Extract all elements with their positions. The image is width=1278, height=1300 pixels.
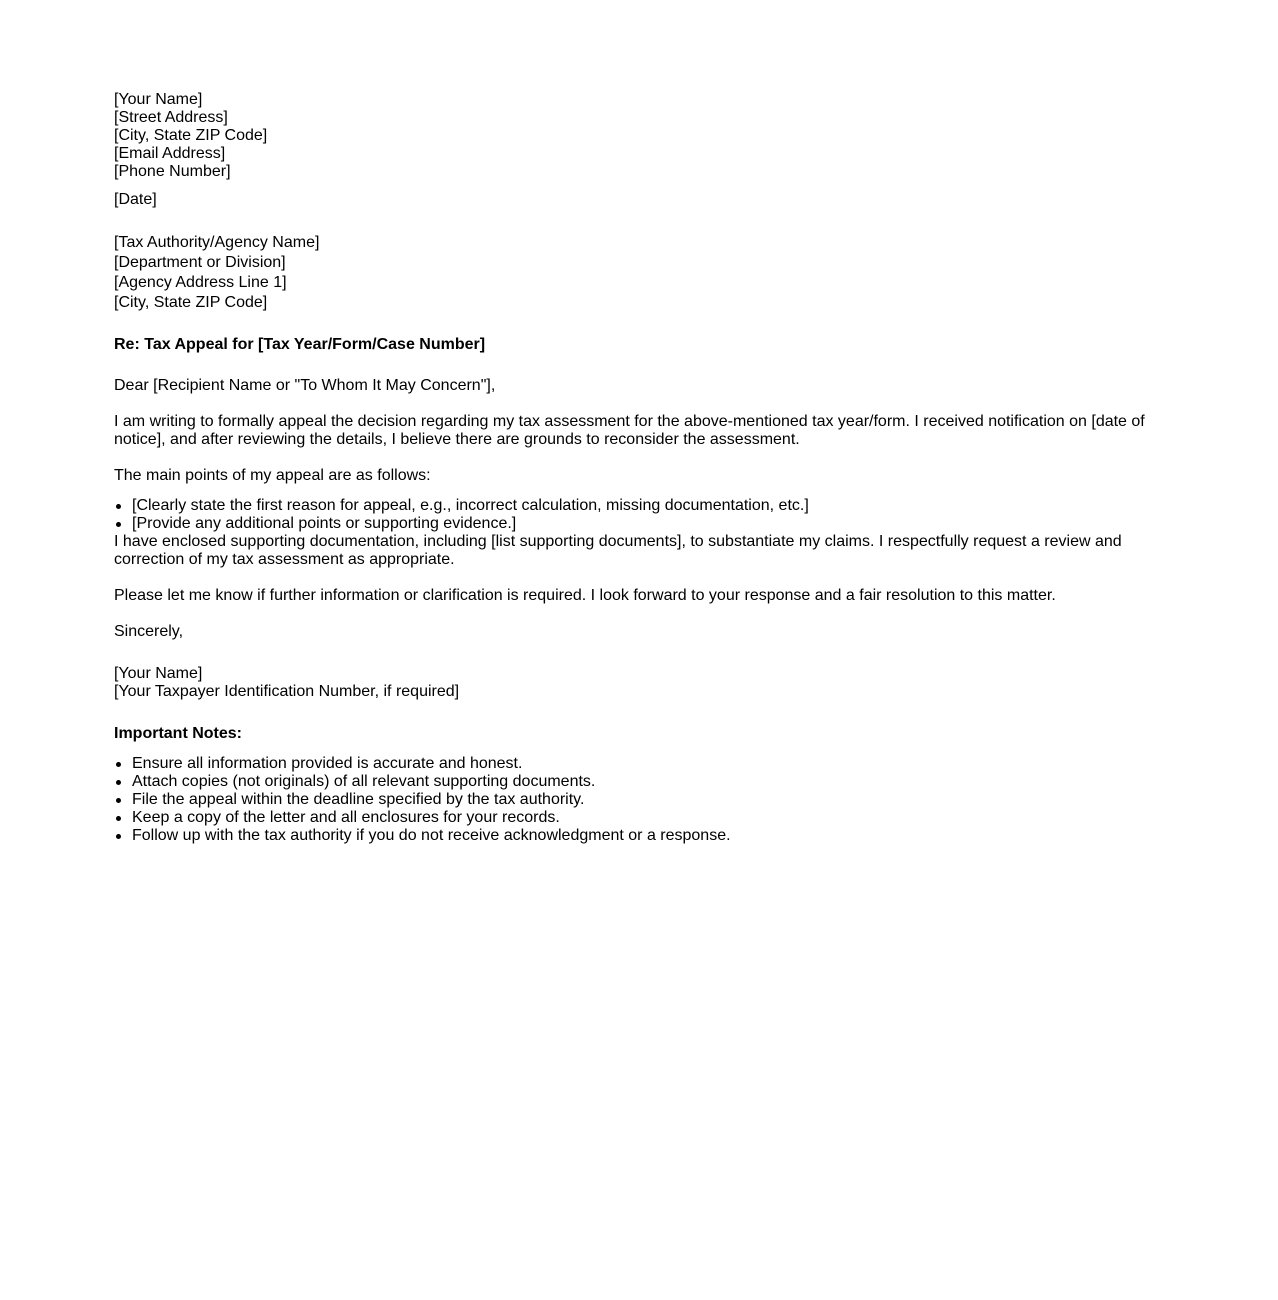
intro-paragraph: I am writing to formally appeal the decision regarding my tax assessment for the above-mentioned tax year/form. I received notification on [date of notice], and after reviewing the details, I believe there are grounds to reconsider the assessment. bbox=[114, 413, 1145, 448]
signature-name: [Your Name] bbox=[114, 665, 203, 682]
signature-tin: [Your Taxpayer Identification Number, if required] bbox=[114, 683, 460, 700]
recipient-agency: [Tax Authority/Agency Name] bbox=[114, 234, 320, 251]
closing: Sincerely, bbox=[114, 623, 184, 640]
sender-city: [City, State ZIP Code] bbox=[114, 127, 268, 144]
recipient-address-line-1: [Agency Address Line 1] bbox=[114, 274, 287, 291]
important-notes-heading: Important Notes: bbox=[114, 725, 242, 742]
list-item: Attach copies (not originals) of all relevant supporting documents. bbox=[132, 773, 1164, 791]
sender-address-block bbox=[114, 91, 1164, 181]
list-item: [Provide any additional points or supporting evidence.] bbox=[132, 515, 1164, 533]
list-item: Ensure all information provided is accurate and honest. bbox=[132, 755, 1164, 773]
recipient-address-block bbox=[114, 233, 1164, 313]
sender-email: [Email Address] bbox=[114, 145, 226, 162]
list-item: Keep a copy of the letter and all enclosures for your records. bbox=[132, 809, 1164, 827]
list-item: [Clearly state the first reason for appeal, e.g., incorrect calculation, missing documentation, etc.] bbox=[132, 497, 1164, 515]
sender-street: [Street Address] bbox=[114, 109, 228, 126]
recipient-city: [City, State ZIP Code] bbox=[114, 294, 268, 311]
enclosed-paragraph: I have enclosed supporting documentation, including [list supporting documents], to substantiate my claims. I respectfully request a review and correction of my tax assessment as appropriate. bbox=[114, 533, 1122, 568]
followup-paragraph: Please let me know if further information or clarification is required. I look forward to your response and a fair resolution to this matter. bbox=[114, 587, 1056, 604]
subject-line: Re: Tax Appeal for [Tax Year/Form/Case Number] bbox=[114, 336, 486, 353]
sender-name: [Your Name] bbox=[114, 91, 203, 108]
list-item: Follow up with the tax authority if you do not receive acknowledgment or a response. bbox=[132, 827, 1164, 845]
important-notes-list bbox=[114, 755, 1164, 845]
list-item: File the appeal within the deadline specified by the tax authority. bbox=[132, 791, 1164, 809]
recipient-department: [Department or Division] bbox=[114, 254, 286, 271]
sender-phone: [Phone Number] bbox=[114, 163, 231, 180]
salutation: Dear [Recipient Name or "To Whom It May Concern"], bbox=[114, 377, 496, 394]
points-intro: The main points of my appeal are as follows: bbox=[114, 467, 431, 484]
signature-block bbox=[114, 665, 1164, 701]
appeal-points-list bbox=[114, 497, 1164, 533]
appeal-letter bbox=[114, 91, 1164, 845]
letter-date: [Date] bbox=[114, 191, 157, 208]
